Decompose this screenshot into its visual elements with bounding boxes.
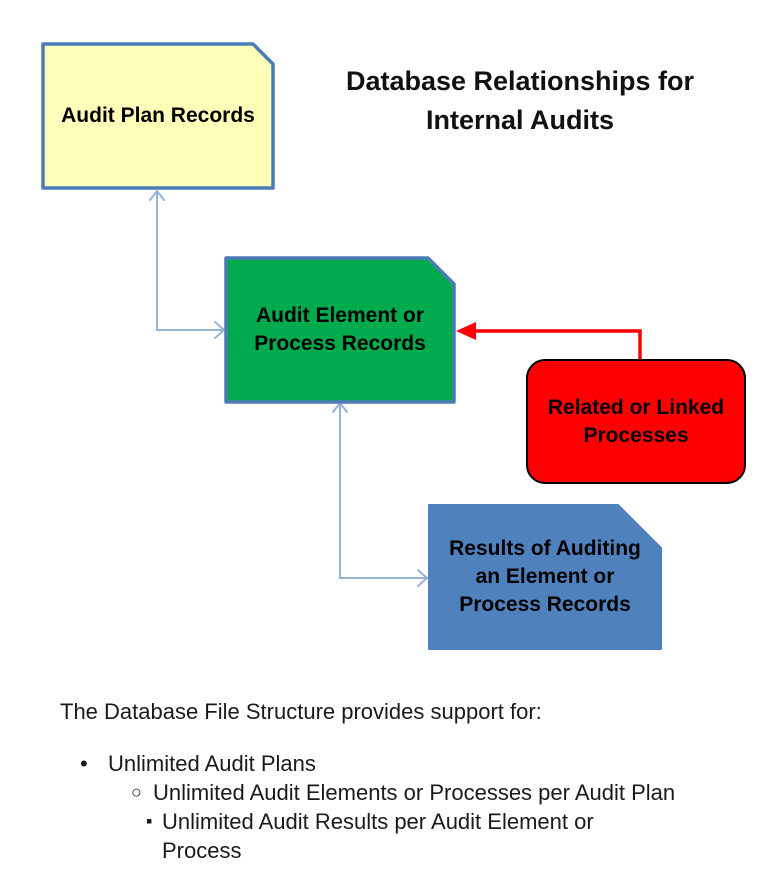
audit-element-label-line2: Process Records — [254, 332, 426, 355]
arrowhead-red-left-icon — [456, 322, 476, 340]
bullet-item-level1 — [80, 749, 316, 778]
node-audit-plan-label — [43, 44, 273, 188]
bullet-item-level3 — [146, 807, 594, 865]
results-label-line1: Results of Auditing — [449, 537, 641, 560]
bullet-level2-line: Unlimited Audit Elements or Processes per Audit Plan — [153, 780, 676, 805]
bullet-level1-text — [108, 749, 316, 778]
footer-intro-text: The Database File Structure provides support for: — [60, 699, 542, 724]
node-results-label — [429, 505, 661, 649]
bullet-level3-line2: Process — [162, 838, 242, 863]
bullet-item-level2 — [131, 778, 675, 807]
connector-plan-element — [157, 191, 224, 330]
results-label-line3: Process Records — [459, 593, 631, 616]
node-audit-element-label — [226, 258, 454, 402]
bullet-circle-icon: ○ — [131, 782, 142, 802]
bullet-level3-text — [162, 807, 594, 865]
results-label-line2: an Element or — [475, 565, 615, 588]
diagram-title — [320, 62, 720, 140]
bullet-level1-line: Unlimited Audit Plans — [108, 751, 316, 776]
related-label-line1: Related or Linked — [547, 395, 725, 419]
connector-element-results — [340, 403, 427, 578]
audit-element-label-line1: Audit Element or — [255, 304, 424, 327]
bullet-level2-text — [153, 778, 675, 807]
related-label-line2: Processes — [583, 423, 689, 447]
audit-plan-label-line: Audit Plan Records — [61, 104, 255, 127]
bullet-dot-icon: • — [80, 751, 88, 776]
diagram-title-line2: Internal Audits — [425, 105, 614, 135]
bullet-square-icon: ▪ — [146, 811, 153, 831]
diagram-title-line1: Database Relationships for — [345, 66, 695, 96]
bullet-level3-line1: Unlimited Audit Results per Audit Element or — [162, 809, 594, 834]
node-related-processes-label — [527, 360, 745, 483]
connector-related-element — [473, 331, 640, 360]
